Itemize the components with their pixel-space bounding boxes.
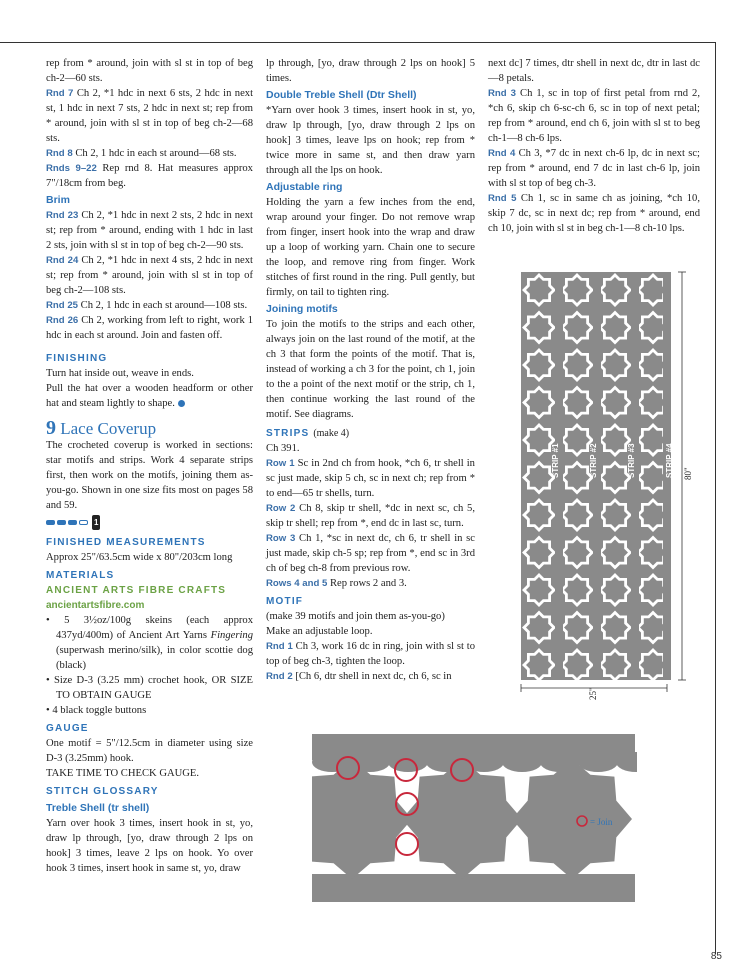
text: Sc in 2nd ch from hook, *ch 6, tr shell in sc just made, skip 5 ch, sc in next ch; rep from * to end—65 tr shells, turn. [266, 458, 475, 499]
motif [640, 427, 666, 453]
page-number: 85 [710, 951, 722, 962]
rnd-label: Rnd 26 [46, 315, 79, 326]
intro-text: The crocheted coverup is worked in sections: star motifs and strips. Work 4 separate strips first, then work on the motifs, joining them as-you-go. Shown in one size fits most on pages 58 and 59. [46, 440, 253, 511]
end-dot-icon [178, 400, 185, 407]
text: next dc] 7 times, dtr shell in next dc, dtr in last dc—8 petals. [488, 58, 700, 84]
text: Ch 2, *1 hdc in next 4 sts, 2 hdc in next st; rep from * around, join with sl st in top of beg ch-2—108 sts. [46, 255, 253, 296]
motif [564, 465, 590, 491]
text: Ch 1, sc in same ch as joining, *ch 10, skip 7 dc, sc in next dc; rep from * around, end ch 10, join with sl st in beg ch-1—8 ch-10 lps. [488, 193, 700, 234]
motif [564, 577, 590, 603]
scallop [578, 752, 618, 772]
motif [564, 502, 590, 528]
motif [602, 465, 628, 491]
motif [564, 277, 590, 303]
gauge-heading: GAUGE [46, 723, 89, 734]
join-marker [396, 793, 418, 815]
motif [526, 615, 552, 641]
rnd-label: Rnd 23 [46, 210, 79, 221]
finishing-heading: FINISHING [46, 353, 108, 364]
row-label: Rows 4 and 5 [266, 578, 328, 589]
rnd-label: Rnd 5 [488, 193, 517, 204]
text: Ch 2, 1 hdc in each st around—68 sts. [75, 148, 237, 159]
text: Pull the hat over a wooden headform or other hat and steam lightly to shape. [46, 383, 253, 409]
motif [602, 502, 628, 528]
text: Approx 25"/63.5cm wide x 80"/203cm long [46, 552, 233, 563]
rnd-label: Rnds 9–22 [46, 163, 97, 174]
rnd-label: Rnd 7 [46, 88, 74, 99]
motif [564, 540, 590, 566]
strip-label: STRIP #1 [551, 443, 560, 478]
rnd-label: Rnd 24 [46, 255, 79, 266]
scallop [502, 752, 542, 772]
motif [602, 577, 628, 603]
motif [640, 540, 666, 566]
motif [526, 315, 552, 341]
column-3 [488, 56, 700, 236]
section-title-text: Lace Coverup [60, 419, 157, 438]
stitch-glossary-heading: STITCH GLOSSARY [46, 786, 159, 797]
material-item: • 4 black toggle buttons [46, 705, 147, 716]
strip-bottom [312, 874, 635, 902]
motif [640, 352, 666, 378]
motif [602, 390, 628, 416]
brand-url: ancientartsfibre.com [46, 600, 145, 611]
motif-heading: MOTIF [266, 596, 304, 607]
strips-heading [266, 426, 475, 441]
motif [564, 390, 590, 416]
row-label: Row 1 [266, 458, 295, 469]
motif [564, 315, 590, 341]
materials-heading: MATERIALS [46, 570, 115, 581]
motif [640, 615, 666, 641]
brim-heading: Brim [46, 194, 70, 206]
coverup-layout-diagram [515, 268, 700, 710]
motif [640, 652, 666, 678]
text: Ch 2, *1 hdc in next 2 sts, 2 hdc in next st; rep from * around, ending with 1 hdc in last 2 sts, join with sl st in top of beg ch-2—90 sts. [46, 210, 253, 251]
text: One motif = 5"/12.5cm in diameter using size D-3 (3.25mm) hook. [46, 738, 253, 764]
text: rep from * around, join with sl st in top of beg ch-2—60 sts. [46, 58, 253, 84]
motif [526, 577, 552, 603]
treble-shell-heading: Treble Shell (tr shell) [46, 802, 150, 814]
motif [526, 540, 552, 566]
join-detail-diagram [312, 734, 637, 904]
skill-level-icon [46, 515, 100, 530]
joining-motifs-heading: Joining motifs [266, 303, 338, 315]
strip-label: STRIP #3 [627, 443, 636, 478]
text: Ch 2, working from left to right, work 1 hdc in each st around. Join and fasten off. [46, 315, 253, 341]
motif [564, 427, 590, 453]
motif [602, 652, 628, 678]
rnd-label: Rnd 8 [46, 148, 73, 159]
finished-heading: FINISHED MEASUREMENTS [46, 537, 206, 548]
brand-name: ANCIENT ARTS FIBRE CRAFTS [46, 585, 227, 596]
text: (make 4) [313, 428, 350, 439]
text: Holding the yarn a few inches from the end, wrap around your finger. Do not remove wrap from finger, insert hook into the wrap and draw up a loop of working yarn. Chain one to secure the loop, and remove ring from finger. Work stitches of first round in the ring. Pull gently, but firmly, on tail to tighten ring. [266, 197, 475, 298]
motif [526, 352, 552, 378]
join-legend-label: = Join [590, 817, 613, 827]
motif [602, 615, 628, 641]
text: Ch 1, *sc in next dc, ch 6, tr shell in sc just made, skip ch-5 sp; rep from *, end sc in 3rd ch of beg ch-8 from previous row. [266, 533, 475, 574]
text: • 5 3½oz/100g skeins (each approx 437yd/400m) of Ancient Art Yarns [46, 615, 253, 641]
row-label: Row 3 [266, 533, 296, 544]
material-item [46, 613, 253, 673]
motif [602, 315, 628, 341]
text: Ch 391. [266, 443, 300, 454]
text: lp through, [yo, draw through 2 lps on hook] 5 times. [266, 58, 475, 84]
motif [526, 502, 552, 528]
motif [602, 427, 628, 453]
text: Yarn over hook 3 times, insert hook in st, yo, draw lp through, [yo, draw through 2 lps on hook] 3 times, leave 2 lps on hook. Yo over hook 3 times, insert hook in same st, yo, draw [46, 818, 253, 874]
length-label: 80" [683, 467, 693, 480]
rnd-label: Rnd 2 [266, 671, 293, 682]
text: STRIPS [266, 428, 310, 439]
text: *Yarn over hook 3 times, insert hook in st, yo, draw lp through, [yo, draw through 2 lps on hook] 3 times, leave lps on hook; rep from * twice more in same st, and then draw yarn through all the lps on hook. [266, 105, 475, 176]
motif [564, 615, 590, 641]
section-number: 9 [46, 417, 56, 439]
text: TAKE TIME TO CHECK GAUGE. [46, 768, 200, 779]
motif [526, 652, 552, 678]
width-label: 25" [588, 687, 598, 700]
text: Ch 2, 1 hdc in each st around—108 sts. [80, 300, 248, 311]
rnd-label: Rnd 3 [488, 88, 516, 99]
motif [402, 759, 522, 879]
motif [526, 427, 552, 453]
scallop [388, 752, 428, 772]
motif [526, 465, 552, 491]
motif [526, 390, 552, 416]
motif [526, 277, 552, 303]
strip-label: STRIP #2 [589, 443, 598, 478]
motif [602, 540, 628, 566]
text: [Ch 6, dtr shell in next dc, ch 6, sc in [295, 671, 452, 682]
material-item: • Size D-3 (3.25 mm) crochet hook, OR SIZE TO OBTAIN GAUGE [46, 675, 253, 701]
text: Turn hat inside out, weave in ends. [46, 368, 194, 379]
motif [512, 759, 632, 879]
motif [602, 277, 628, 303]
column-2 [266, 56, 475, 684]
motif [602, 352, 628, 378]
rnd-label: Rnd 1 [266, 641, 293, 652]
motif [640, 502, 666, 528]
text: (superwash merino/silk), in color scottie dog (black) [56, 645, 253, 671]
strip-label: STRIP #4 [665, 443, 674, 478]
section-title [46, 417, 253, 439]
motif [564, 652, 590, 678]
text: Fingering [210, 630, 253, 641]
motif [640, 577, 666, 603]
rnd-label: Rnd 4 [488, 148, 516, 159]
column-1 [46, 56, 253, 876]
motif [640, 390, 666, 416]
join-marker [396, 833, 418, 855]
text: Ch 3, *7 dc in next ch-6 lp, dc in next sc; rep from * around, end 7 dc in last ch-6 lp, join with sl st top of beg ch-3. [488, 148, 700, 189]
text: Rep rnd 8. Hat measures approx 7"/18cm from beg. [46, 163, 253, 189]
motif [640, 465, 666, 491]
text: Make an adjustable loop. [266, 626, 373, 637]
text: Ch 2, *1 hdc in next 6 sts, 2 hdc in next st, 1 hdc in next 7 sts, 2 hdc in next st; rep from * around, join with sl st in top of beg ch-2—68 sts. [46, 88, 254, 144]
motif [564, 352, 590, 378]
text: Ch 3, work 16 dc in ring, join with sl st to top of beg ch-3, tighten the loop. [266, 641, 475, 667]
text: (make 39 motifs and join them as-you-go) [266, 611, 445, 622]
text: To join the motifs to the strips and each other, always join on the last round of the motif, at the ch 3 that form the points of the motif. That is, instead of working a ch 3 for the point, ch 1, join to the a point of the next motif or the strip, ch 1, then continue working the last round of the motif. See diagrams. [266, 319, 475, 420]
text: Rep rows 2 and 3. [329, 578, 407, 589]
motif [640, 315, 666, 341]
dtr-shell-heading: Double Treble Shell (Dtr Shell) [266, 89, 417, 101]
adjustable-ring-heading: Adjustable ring [266, 181, 343, 193]
motif [640, 277, 666, 303]
rnd-label: Rnd 25 [46, 300, 78, 311]
text: Ch 8, skip tr shell, *dc in next sc, ch 5, skip tr shell; rep from *, end dc in last sc, turn. [266, 503, 475, 529]
text: Ch 1, sc in top of first petal from rnd 2, *ch 6, skip ch 6-sc-ch 6, sc in top of next petal; rep from * around, end ch 6, join with sl st to beg ch-1—8 ch-6 lps. [488, 88, 700, 144]
skill-level: 1 [92, 515, 100, 530]
row-label: Row 2 [266, 503, 296, 514]
